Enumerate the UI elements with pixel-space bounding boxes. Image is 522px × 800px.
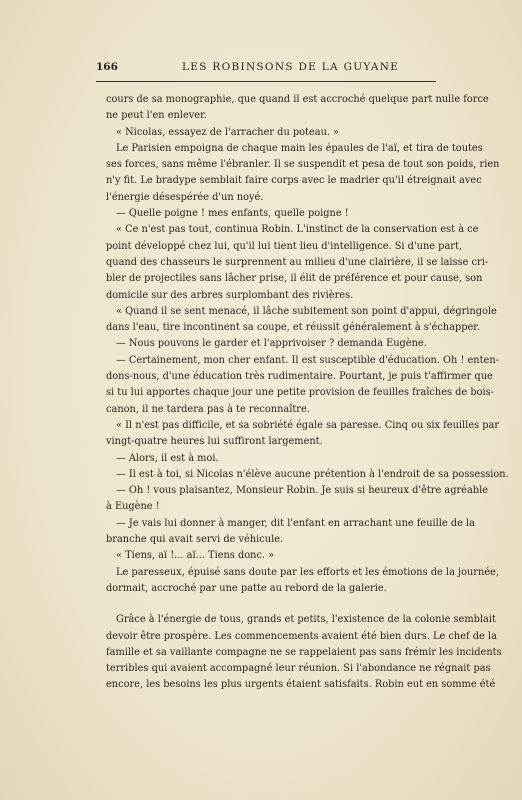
paragraph [106, 565, 499, 598]
text-line: — Je vais lui donner à manger, dit l'enfant en arrachant une feuille de la [116, 517, 475, 529]
text-line: — Alors, il est à moi. [116, 452, 219, 464]
text-line: — Oh ! vous plaisantez, Monsieur Robin. Je suis si heureux d'être agréable [116, 485, 489, 497]
text-line: dons-nous, d'une éducation très rudimentaire. Pourtant, je puis t'affirmer que [106, 371, 493, 383]
text-line: dormait, accroché par une patte au rebord de la galerie. [106, 582, 387, 594]
text-line: ne peut l'en enlever. [106, 110, 207, 122]
paragraph [106, 548, 426, 564]
text-line: bler de projectiles sans lâcher prise, il élit de préférence et pour cause, son [106, 273, 483, 285]
paragraph [106, 418, 500, 451]
text-line: vingt-quatre heures lui suffiront largement. [106, 436, 323, 448]
text-line: — Quelle poigne ! mes enfants, quelle poigne ! [116, 208, 349, 220]
running-title: LES ROBINSONS DE LA GUYANE [182, 61, 400, 73]
text-line: « Quand il se sent menacé, il lâche subitement son point d'appui, dégringole [116, 305, 497, 317]
text-line: quand des chasseurs le surprennent au milieu d'une clairière, il se laisse cri- [106, 256, 489, 268]
text-line: ses forces, sans même l'ébranler. Il se suspendit et pesa de tout son poids, rien [106, 159, 500, 171]
text-line: « Ce n'est pas tout, continua Robin. L'instinct de la conservation est à ce [116, 224, 479, 236]
paragraph [106, 353, 499, 418]
text-line: « Nicolas, essayez de l'arracher du poteau. » [116, 126, 340, 138]
paragraph [106, 483, 489, 516]
paragraph [106, 222, 489, 303]
text-line: canon, il ne tardera pas à te reconnaître. [106, 403, 310, 415]
text-line: cours de sa monographie, que quand il est accroché quelque part nulle force [106, 94, 489, 105]
text-line: Le Parisien empoigna de chaque main les épaules de l'aï, et tira de toutes [116, 142, 483, 154]
text-line: domicile sur des arbres surplombant des rivières. [106, 289, 354, 301]
text-line: l'énergie désespérée d'un noyé. [106, 191, 264, 203]
text-line: terribles qui avaient accompagné leur réunion. Si l'abondance ne régnait pas [106, 663, 491, 675]
paragraph [106, 125, 426, 141]
header-rule [96, 81, 436, 82]
text-line: à Eugène ! [106, 501, 160, 513]
text-line: point développé chez lui, qu'il lui tient lieu d'intelligence. Si d'une part, [106, 240, 463, 252]
text-line: — Certainement, mon cher enfant. Il est susceptible d'éducation. Oh ! enten- [116, 354, 499, 366]
text-line: famille et sa vaillante compagne ne se rappelaient pas sans frémir les incidents [106, 646, 502, 658]
text-line: dans l'eau, tire incontinent sa coupe, et réussit généralement à s'échapper. [106, 322, 481, 334]
paragraph [106, 304, 497, 337]
text-line: — Il est à toi, si Nicolas n'élève aucune prétention à l'endroit de sa possession. [116, 468, 509, 480]
text-line: branche qui avait servi de véhicule. [106, 534, 284, 546]
paragraph [106, 612, 502, 693]
text-line: — Nous pouvons le garder et l'apprivoiser ? demanda Eugène. [116, 338, 427, 350]
body-text [106, 92, 509, 694]
text-line: n'y fit. Le bradype semblait faire corps avec le madrier qu'il étreignait avec [106, 175, 482, 187]
paragraph [106, 336, 426, 352]
text-line: Grâce à l'énergie de tous, grands et petits, l'existence de la colonie semblait [116, 614, 496, 626]
paragraph [106, 467, 509, 483]
text-line: Le paresseux, épuisé sans doute par les efforts et les émotions de la journée, [116, 566, 499, 578]
text-line: « Tiens, aï !... aï... Tiens donc. » [116, 550, 275, 562]
text-line: si tu lui apportes chaque jour une petite provision de feuilles fraîches de bois- [106, 387, 494, 399]
page-number: 166 [96, 61, 118, 73]
text-line: encore, les besoins les plus urgents étaient satisfaits. Robin eut en somme été [106, 679, 496, 691]
paragraph [106, 206, 426, 222]
text-line: « Il n'est pas difficile, et sa sobriété égale sa paresse. Cinq ou six feuilles par [116, 419, 500, 431]
text-line: devoir être prospère. Les commencements avaient été bien durs. Le chef de la [106, 630, 497, 642]
paragraph [106, 92, 489, 125]
paragraph [106, 516, 475, 549]
paragraph [106, 141, 500, 206]
page-header [96, 61, 436, 77]
paragraph [106, 451, 426, 467]
